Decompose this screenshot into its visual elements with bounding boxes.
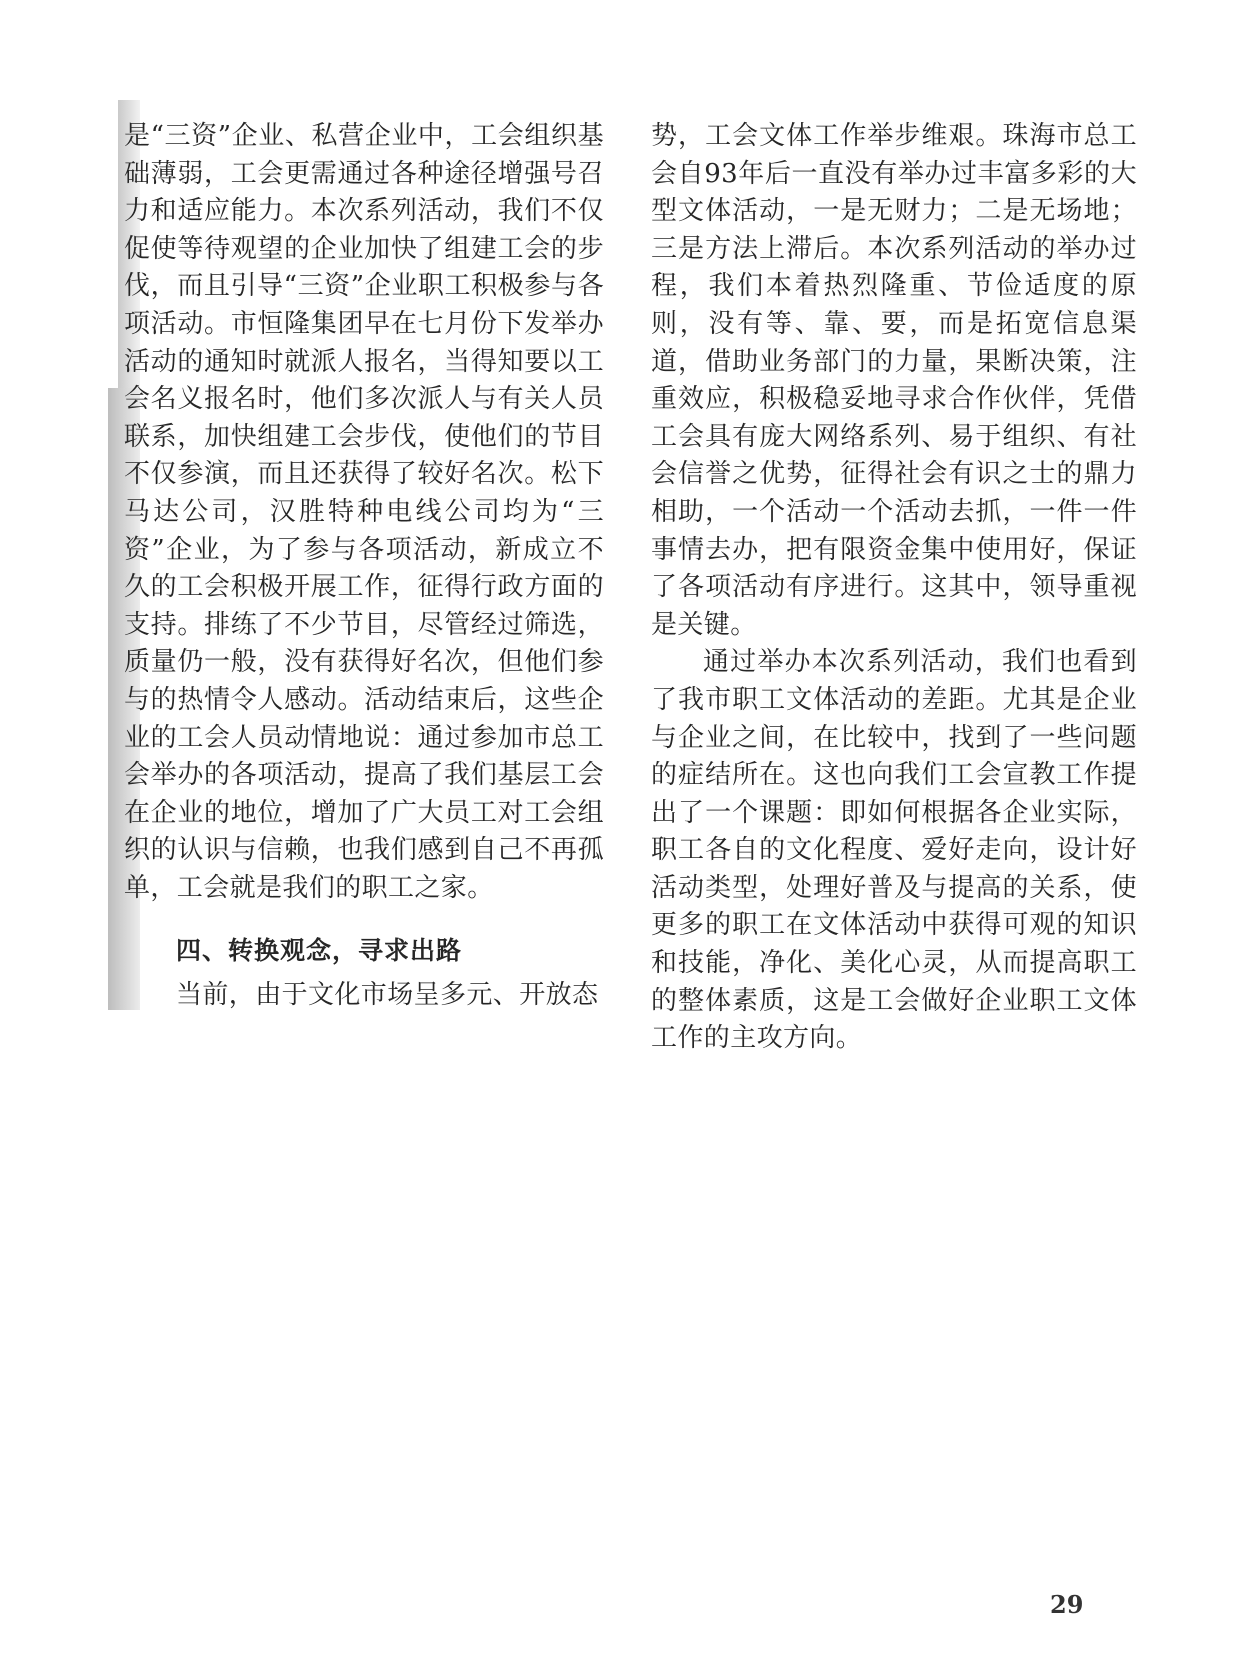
right-paragraph-2: 通过举办本次系列活动，我们也看到了我市职工文体活动的差距。尤其是企业与企业之间，在比较中，找到了一些问题的症结所在。这也向我们工会宣教工作提出了一个课题：即如何根据各企业实际，职工各自的文化程度、爱好走向，设计好活动类型，处理好普及与提高的关系，使更多的职工在文体活动中获得可观的知识和技能，净化、美化心灵，从而提高职工的整体素质，这是工会做好企业职工文体工作的主攻方向。	[651, 647, 1137, 1054]
left-paragraph-2: 当前，由于文化市场呈多元、开放态	[176, 980, 599, 1011]
left-paragraph-1: 是“三资”企业、私营企业中，工会组织基础薄弱，工会更需通过各种途径增强号召力和适应能力。本次系列活动，我们不仅促使等待观望的企业加快了组建工会的步伐，而且引导“三资”企业职工积极参与各项活动。市恒隆集团早在七月份下发举办活动的通知时就派人报名，当得知要以工会名义报名时，他们多次派人与有关人员联系，加快组建工会步伐，使他们的节目不仅参演，而且还获得了较好名次。松下马达公司，汉胜特种电线公司均为“三资”企业，为了参与各项活动，新成立不久的工会积极开展工作，征得行政方面的支持。排练了不少节目，尽管经过筛选，质量仍一般，没有获得好名次，但他们参与的热情令人感动。活动结束后，这些企业的工会人员动情地说：通过参加市总工会举办的各项活动，提高了我们基层工会在企业的地位，增加了广大员工对工会组织的认识与信赖，也我们感到自己不再孤单，工会就是我们的职工之家。	[124, 121, 604, 903]
page-number: 29	[1050, 1590, 1084, 1619]
left-column	[124, 118, 604, 1015]
right-paragraph-1: 势，工会文体工作举步维艰。珠海市总工会自93年后一直没有举办过丰富多彩的大型文体活动，一是无财力；二是无场地；三是方法上滞后。本次系列活动的举办过程，我们本着热烈隆重、节俭适度的原则，没有等、靠、要，而是拓宽信息渠道，借助业务部门的力量，果断决策，注重效应，积极稳妥地寻求合作伙伴，凭借工会具有庞大网络系列、易于组织、有社会信誉之优势，征得社会有识之士的鼎力相助，一个活动一个活动去抓，一件一件事情去办，把有限资金集中使用好，保证了各项活动有序进行。这其中，领导重视是关键。	[651, 121, 1137, 640]
right-column	[651, 118, 1137, 1058]
section-heading: 四、转换观念，寻求出路	[176, 936, 463, 966]
